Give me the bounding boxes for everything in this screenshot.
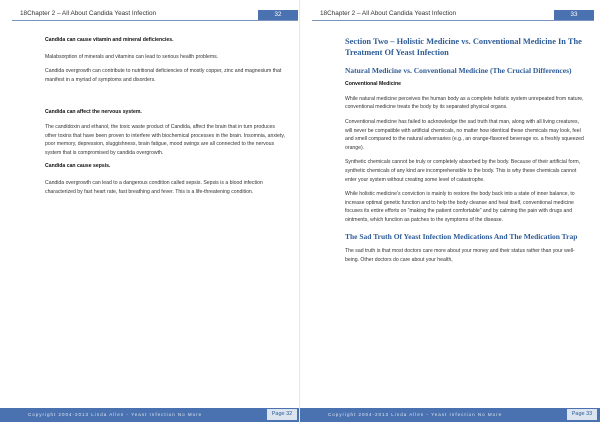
right-footer-copyright: Copyright 2004-2013 Linda Allen - Yeast Infection No More (328, 412, 503, 417)
heading-vitamin-deficiencies: Candida can cause vitamin and mineral deficiencies. (45, 37, 174, 43)
right-header (312, 10, 594, 20)
paragraph-candidoxin: The candidoxin and ethanol, the toxic waste product of Candida, affect the brain that in turn produces other toxins that have been proven to interfere with biochemical processes in the brain. Insomnia, anxiety, poor memory, depression, sluggishness, brain fatigue, mood swings are all connected to the nervous system that is compromised by candida overgrowth. (45, 123, 285, 156)
left-footer-copyright: Copyright 2004-2013 Linda Allen - Yeast Infection No More (28, 412, 203, 417)
heading-sepsis: Candida can cause sepsis. (45, 163, 111, 170)
right-footer (300, 408, 600, 422)
paragraph-sad-truth: The sad truth is that most doctors care more about your money and their status rather than your well-being. Other doctors do care about your health, (345, 247, 575, 263)
right-header-title: 18Chapter 2 – All About Candida Yeast Infection (320, 10, 457, 17)
paragraph-artificial-chemicals: Conventional medicine has failed to acknowledge the sad truth that man, along with all living creatures, will never be compatible with artificial chemicals, no matter how identical these chemicals may look, feel and smell compared to the natural adversaries (e.g., an orange-flavored beverage vs. a freshly squeezed orange). (345, 119, 584, 151)
left-header-page-number: 32 (258, 10, 298, 20)
paragraph-holistic-conviction: While holistic medicine’s conviction is mainly to restore the body back into a state of inner balance, to increase optimal genetic function and to help the body cleanse and heal itself, conventional medicine focuses its entire efforts on “making the patient comfortable” and by calming the pain with drugs and ointments, which function as patches to the symptoms of the disease. (345, 191, 575, 223)
paragraph-malabsorption: Malabsorption of minerals and vitamins can lead to serious health problems. (45, 53, 219, 60)
right-page (300, 0, 600, 424)
paragraph-synthetic-chemicals: Synthetic chemicals cannot be truly or completely absorbed by the body. Because of their artificial form, synthetic chemicals of any kind are incomprehensible to the body. This is why these chemicals cannot enter your system without creating some level of catastrophe. (345, 159, 581, 183)
section-title: Section Two – Holistic Medicine vs. Conventional Medicine In The Treatment Of Yeast Infection (345, 37, 582, 58)
right-header-rule (312, 20, 594, 21)
left-header-title: 18Chapter 2 – All About Candida Yeast Infection (20, 10, 157, 17)
paragraph-natural-vs-conventional: While natural medicine perceives the human body as a complete holistic system unrepeated from nature, conventional medicine treats the body by its separated physical organs. (345, 95, 584, 111)
paragraph-sepsis: Candida overgrowth can lead to a dangerous condition called sepsis. Sepsis is a blood infection characterized by fast heart rate, fast breathing and fever. This is a life-threatening condition. (45, 179, 263, 195)
left-footer (0, 408, 300, 422)
heading-sad-truth: The Sad Truth Of Yeast Infection Medications And The Medication Trap (345, 231, 578, 241)
left-footer-page: Page 32 (267, 409, 297, 420)
left-content (45, 36, 285, 196)
label-conventional-medicine: Conventional Medicine (345, 81, 401, 88)
right-footer-page: Page 33 (567, 409, 597, 420)
left-header-rule (12, 20, 298, 21)
subsection-title: Natural Medicine vs. Conventional Medicine (The Crucial Differences) (345, 65, 572, 75)
right-header-page-number: 33 (554, 10, 594, 20)
left-header (12, 10, 298, 20)
right-content (345, 36, 585, 264)
paragraph-nutritional-deficiencies: Candida overgrowth can contribute to nutritional deficiencies of mostly copper, zinc and magnesium that manifest in a myriad of symptoms and disorders. (45, 68, 282, 83)
heading-nervous-system: Candida can affect the nervous system. (45, 109, 142, 116)
